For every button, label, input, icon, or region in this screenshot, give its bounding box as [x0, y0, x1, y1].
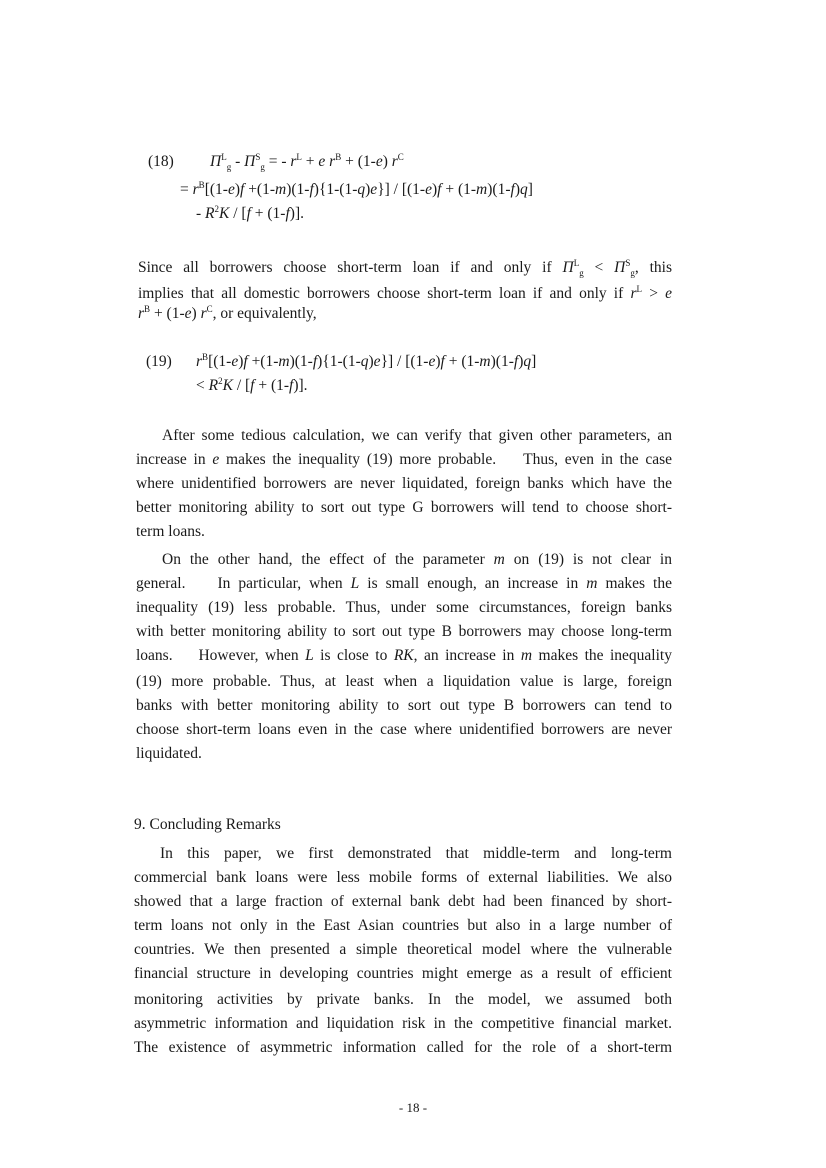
para-3-line-2: general. In particular, when L is small enough, an increase in m makes the	[136, 575, 672, 592]
section-heading: 9. Concluding Remarks	[134, 816, 281, 833]
equation-18-line-1: (18) $\Pi^L_g - \Pi^S_g$ = - $r^L + e$ $r^B + (1-e)$ $r^C$	[148, 152, 404, 173]
para-4-line-7: monitoring activities by private banks. In the model, we assumed both	[134, 991, 672, 1008]
para-3-line-9: liquidated.	[136, 745, 202, 762]
para-3-line-1: On the other hand, the effect of the parameter m on (19) is not clear in	[162, 551, 672, 568]
para-2-line-2: increase in e makes the inequality (19) more probable. Thus, even in the case	[136, 451, 673, 468]
para-4-line-3: showed that a large fraction of external bank debt had been financed by short-	[134, 893, 672, 910]
equation-18-line-2: = $r^B[(1-e)f +(1-m)(1-f)\{1-(1-q)e\}] / [(1-e)f + (1-m)(1-f)q]$	[180, 180, 533, 198]
para-2-line-1: After some tedious calculation, we can verify that given other parameters, an	[162, 427, 672, 444]
equation-19-line-1: (19) $r^B[(1-e)f +(1-m)(1-f)\{1-(1-q)e\}] / [(1-e)f + (1-m)(1-f)q]$	[146, 352, 537, 370]
para-3-line-3: inequality (19) less probable. Thus, under some circumstances, foreign banks	[136, 599, 672, 616]
para-2-line-4: better monitoring ability to sort out type G borrowers will tend to choose short-	[136, 499, 672, 516]
para-3-line-7: banks with better monitoring ability to sort out type B borrowers can tend to	[136, 697, 672, 714]
para-1-line-3: $r^B + (1-e)$ $r^C$, or equivalently,	[138, 304, 317, 322]
page-number: - 18 -	[398, 1100, 428, 1115]
para-3-line-5: loans. However, when L is close to RK, an increase in m makes the inequality	[136, 647, 672, 664]
para-1-line-2: implies that all domestic borrowers choose short-term loan if and only if $r^L > e$	[138, 284, 673, 302]
para-1-line-1: Since all borrowers choose short-term loan if and only if $\Pi^L_g < \Pi^S_g$, this	[138, 258, 672, 279]
para-3-line-8: choose short-term loans even in the case where unidentified borrowers are never	[136, 721, 672, 738]
para-3-line-4: with better monitoring ability to sort out type B borrowers may choose long-term	[136, 623, 672, 640]
para-3-line-6: (19) more probable. Thus, at least when a liquidation value is large, foreign	[136, 673, 672, 690]
para-4-line-5: countries. We then presented a simple theoretical model where the vulnerable	[134, 941, 672, 958]
para-4-line-9: The existence of asymmetric information called for the role of a short-term	[134, 1039, 672, 1056]
para-2-line-5: term loans.	[136, 523, 205, 540]
para-4-line-2: commercial bank loans were less mobile forms of external liabilities. We also	[134, 869, 672, 886]
para-4-line-4: term loans not only in the East Asian countries but also in a large number of	[134, 917, 672, 934]
para-2-line-3: where unidentified borrowers are never liquidated, foreign banks which have the	[136, 475, 672, 492]
para-4-line-6: financial structure in developing countries might emerge as a result of efficient	[134, 965, 672, 982]
equation-19-line-2: < $R^2K / [f + (1-f)]$.	[196, 376, 308, 394]
para-4-line-8: asymmetric information and liquidation risk in the competitive financial market.	[134, 1015, 672, 1032]
equation-18-line-3: - $R^2K / [f + (1-f)]$.	[196, 204, 304, 222]
para-4-line-1: In this paper, we first demonstrated that middle-term and long-term	[160, 845, 672, 862]
